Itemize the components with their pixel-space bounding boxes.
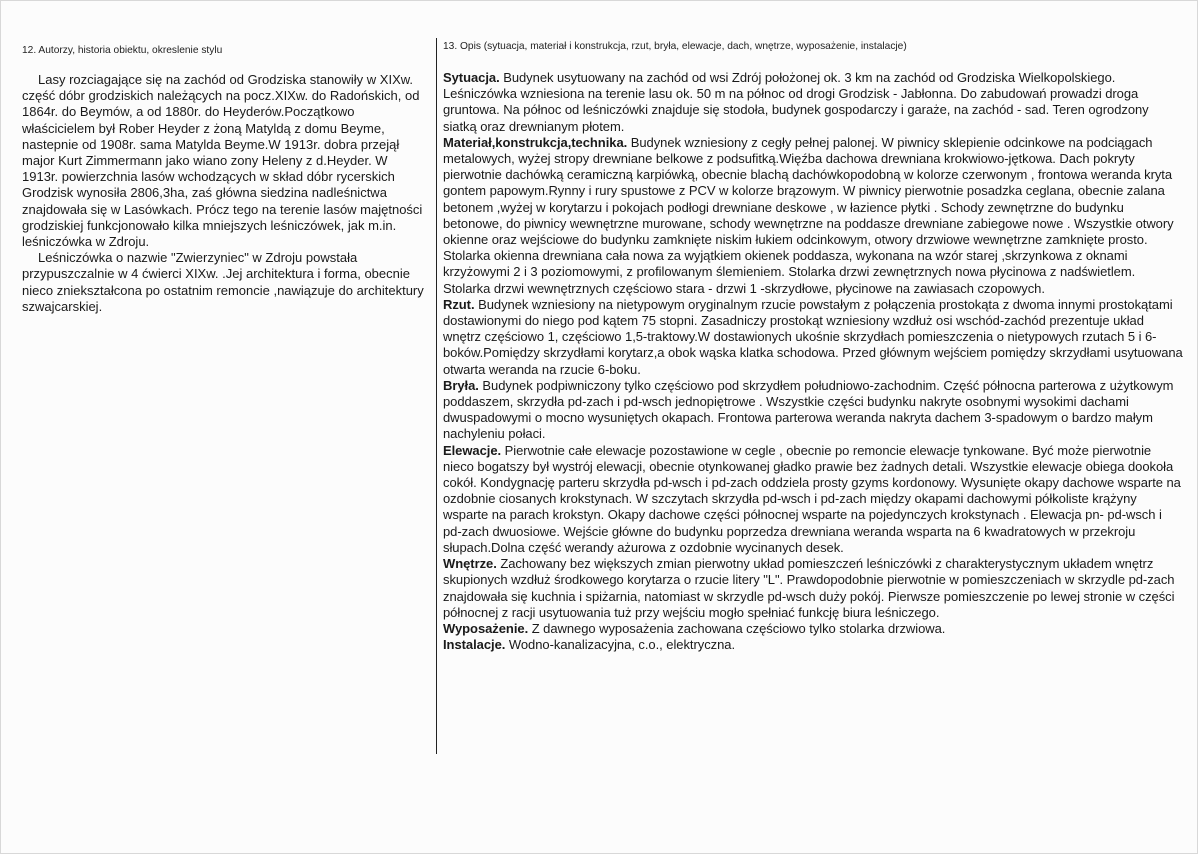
section-heading: Materiał,konstrukcja,technika. — [443, 134, 628, 150]
section-wyposazenie — [443, 621, 1183, 637]
section-text: Budynek usytuowany na zachód od wsi Zdrój położonej ok. 3 km na zachód od Grodziska Wielkopolskiego. Leśniczówka wzniesiona na terenie lasu ok. 50 m na północ od drogi Grodzisk - Jabłonna. Do zabudowań prowadzi droga gruntowa. Na północ od leśniczówki znajduje się stodoła, budynek gospodarczy i garaże, na zachód - sad. Teren ogrodzony siatką oraz drewnianym płotem. — [443, 70, 1149, 134]
section-heading: Elewacje. — [443, 442, 502, 458]
right-column-header: 13. Opis (sytuacja, materiał i konstrukcja, rzut, bryła, elewacje, dach, wnętrze, wyposażenie, instalacje) — [443, 41, 907, 52]
section-heading: Wnętrze. — [443, 556, 497, 572]
column-divider — [436, 38, 437, 754]
section-rzut — [443, 297, 1183, 378]
section-heading: Rzut. — [443, 296, 475, 312]
section-text: Budynek wzniesiony z cegły pełnej palonej. W piwnicy sklepienie odcinkowe na podciągach metalowych, wyżej stropy drewniane belkowe z podsufitką.Więźba dachowa drewniana krokwiowo-jętkowa. Dach pokryty pierwotnie dachówką ceramiczną karpiówką, obecnie blachą dachówkopodobną w kolorze czerwonym , frontowa weranda kryta gontem papowym.Rynny i rury spustowe z PCV w kolorze brązowym. W piwnicy pierwotnie posadzka ceglana, obecnie zalana betonem ,wyżej w korytarzu i pokojach podłogi drewniane deskowe , w łazience płytki . Schody zewnętrzne do budynku betonowe, do piwnicy wewnętrzne murowane, schody wewnętrzne na poddasze drewniane zabiegowe nowe . Wszystkie otwory okienne oraz wejściowe do budynku zamknięte niskim łukiem odcinkowym, otwory drzwiowe wewnętrzne zamknięte prosto. Stolarka okienna drewniana cała nowa za wyjątkiem okienek poddasza, wykonana na wzór starej ,skrzynkowa z oknami krzyżowymi 2 i 3 poziomowymi, z profilowanym ślemieniem. Stolarka drzwi zewnętrznych nowa płycinowa z nadświetlem. Stolarka drzwi wewnętrznych częściowo stara - drzwi 1 -skrzydłowe, płycinowe na zawiasach czopowych. — [443, 134, 1174, 296]
section-text: Budynek podpiwniczony tylko częściowo pod skrzydłem południowo-zachodnim. Część północna parterowa z użytkowym poddaszem, skrzydła pd-zach i pd-wsch jednopiętrowe . Wszystkie części budynku nakryte osobnymi wysokimi dachami dwuspadowymi o mocno wysuniętych okapach. Frontowa parterowa weranda nakryta dachem 3-spadowym o bardzo małym nachyleniu połaci. — [443, 377, 1174, 442]
history-paragraph: Leśniczówka o nazwie "Zwierzyniec" w Zdroju powstała przypuszczalnie w 4 ćwierci XIXw. .Jej architektura i forma, obecnie nieco zniekształcona po ostatnim remoncie ,nawiązuje do architektury szwajcarskiej. — [22, 250, 424, 314]
section-text: Z dawnego wyposażenia zachowana częściowo tylko stolarka drzwiowa. — [528, 620, 946, 636]
left-column-header: 12. Autorzy, historia obiektu, okreslenie stylu — [22, 45, 223, 56]
history-paragraph: Lasy rozciagające się na zachód od Grodziska stanowiły w XIXw. część dóbr grodziskich należących na pocz.XIXw. do Radońskich, od 1864r. do Beymów, a od 1880r. do Heyderów.Początkowo właścicielem był Rober Heyder z żoną Matyldą z domu Beyme, nastepnie od 1908r. sama Matylda Beyme.W 1913r. dobra przejął major Kurt Zimmermann jako wiano zony Heleny z d.Heyder. W 1913r. powierzchnia lasów wchodzących w skład dóbr rycerskich Grodzisk wynosiła 2806,3ha, zaś główna siedzina nadleśnictwa znajdowała się w Lasówkach. Prócz tego na terenie lasów majętności grodziskiej funkcjonowało kilka mniejszych leśniczówek, jak m.in. leśniczówka w Zdroju. — [22, 72, 423, 250]
section-text: Wodno-kanalizacyjna, c.o., elektryczna. — [505, 637, 736, 653]
section-text: Zachowany bez większych zmian pierwotny układ pomieszczeń leśniczówki z charakterystycznym układem wnętrz skupionych wzdłuż środkowego korytarza o rzucie litery "L". Prawdopodobnie pierwotnie w pomieszczeniach w skrzydle pd-zach znajdowała się kuchnia i spiżarnia, natomiast w skrzydle pd-wsch duży pokój. Pierwsze pomieszczenie po lewej stronie w części północnej z racji usytuowania tuż przy wejściu mogło spełniać funkcję biura leśniczego. — [443, 556, 1175, 620]
right-column — [443, 40, 1183, 653]
section-instalacje — [443, 637, 1183, 653]
section-heading: Bryła. — [443, 377, 479, 393]
section-heading: Sytuacja. — [443, 70, 500, 85]
section-bryla — [443, 378, 1183, 443]
section-heading: Wyposażenie. — [443, 620, 529, 636]
section-heading: Instalacje. — [443, 637, 506, 653]
section-text: Pierwotnie całe elewacje pozostawione w cegle , obecnie po remoncie elewacje tynkowane. Być może pierwotnie nieco bogatszy był wystrój elewacji, obecnie otynkowanej gładko prawie bez żadnych detali. Wszystkie elewacje obiega dookoła cokół. Kondygnację parteru skrzydła pd-wsch i pd-zach oddziela prosty gzyms kordonowy. Wysunięte okapy dachowe wsparte na ozdobnie ciosanych krokstynach. W szczytach skrzydła pd-wsch i pd-zach między okapami dachowymi półkoliste krążyny wsparte na parach krokstyn. Okapy dachowe części północnej wsparte na pojedynczych krokstynach . Elewacja pn- pd-wsch i pd-zach dwuosiowe. Wejście główne do budynku poprzedza drewniana weranda wsparta na 6 kwadratowych w przekroju słupach.Dolna część werandy ażurowa z ozdobnie wycinanych desek. — [443, 442, 1181, 555]
section-text: Budynek wzniesiony na nietypowym oryginalnym rzucie powstałym z połączenia prostokąta z dwoma innymi prostokątami dostawionymi do niego pod kątem 75 stopni. Zasadniczy prostokąt wzniesiony wzdłuż osi wschód-zachód prezentuje układ wnętrz częściowo 1, częściowo 1,5-traktowy.W dostawionych ukośnie skrzydłach pomieszczenia o nietypowych rzutach 5 i 6-boków.Pomiędzy skrzydłami korytarz,a obok wąska klatka schodowa. Przed głównym wejściem pomiędzy skrzydłami usytuowana otwarta weranda na rzucie 6-boku. — [443, 296, 1183, 377]
section-sytuacja — [443, 70, 1183, 135]
left-column — [22, 44, 427, 315]
section-material — [443, 135, 1183, 297]
section-wnetrze — [443, 556, 1183, 621]
section-elewacje — [443, 443, 1183, 556]
